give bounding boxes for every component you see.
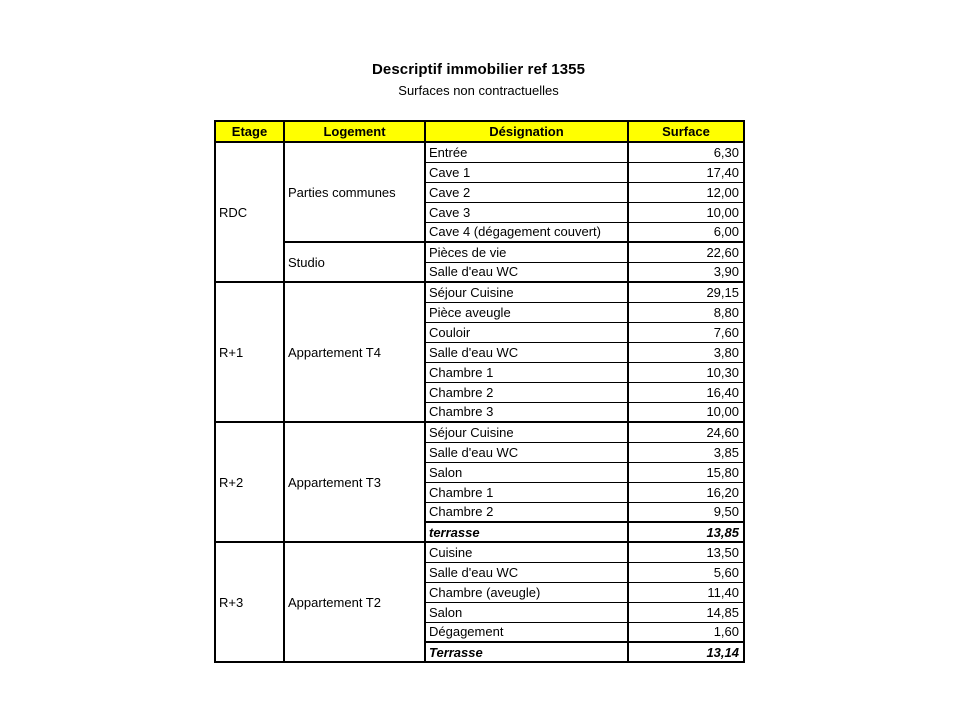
logement-cell: Appartement T3 xyxy=(284,422,425,542)
page-title: Descriptif immobilier ref 1355 xyxy=(371,61,586,78)
designation-cell: Chambre 2 xyxy=(425,382,628,402)
surface-cell: 17,40 xyxy=(628,162,744,182)
designation-cell: Séjour Cuisine xyxy=(425,282,628,302)
designation-cell: Salle d'eau WC xyxy=(425,442,628,462)
designation-cell: Pièce aveugle xyxy=(425,302,628,322)
document-header xyxy=(214,61,743,98)
designation-cell: Cave 3 xyxy=(425,202,628,222)
table-row xyxy=(215,142,744,162)
surface-cell: 29,15 xyxy=(628,282,744,302)
table-header-row xyxy=(215,121,744,142)
surface-cell: 5,60 xyxy=(628,562,744,582)
surface-cell: 14,85 xyxy=(628,602,744,622)
logement-cell: Studio xyxy=(284,242,425,282)
etage-cell: R+2 xyxy=(215,422,284,542)
header-cell-designation: Désignation xyxy=(425,121,628,142)
surface-cell: 9,50 xyxy=(628,502,744,522)
surface-cell: 3,80 xyxy=(628,342,744,362)
designation-cell: Chambre (aveugle) xyxy=(425,582,628,602)
surface-cell: 11,40 xyxy=(628,582,744,602)
designation-cell: Cave 2 xyxy=(425,182,628,202)
surface-cell: 6,00 xyxy=(628,222,744,242)
designation-cell: Salle d'eau WC xyxy=(425,262,628,282)
surface-cell: 16,20 xyxy=(628,482,744,502)
designation-cell: Cuisine xyxy=(425,542,628,562)
designation-cell: terrasse xyxy=(425,522,628,542)
table-row xyxy=(215,542,744,562)
designation-cell: Salon xyxy=(425,462,628,482)
table-row xyxy=(215,242,744,262)
designation-cell: Dégagement xyxy=(425,622,628,642)
surfaces-table xyxy=(214,120,745,663)
header-cell-etage: Etage xyxy=(215,121,284,142)
designation-cell: Salle d'eau WC xyxy=(425,562,628,582)
designation-cell: Pièces de vie xyxy=(425,242,628,262)
surface-cell: 1,60 xyxy=(628,622,744,642)
designation-cell: Cave 4 (dégagement couvert) xyxy=(425,222,628,242)
surface-cell: 8,80 xyxy=(628,302,744,322)
designation-cell: Terrasse xyxy=(425,642,628,662)
logement-cell: Parties communes xyxy=(284,142,425,242)
etage-cell: R+3 xyxy=(215,542,284,662)
logement-cell: Appartement T4 xyxy=(284,282,425,422)
surface-cell: 12,00 xyxy=(628,182,744,202)
surface-cell: 13,85 xyxy=(628,522,744,542)
designation-cell: Salon xyxy=(425,602,628,622)
header-cell-logement: Logement xyxy=(284,121,425,142)
surface-cell: 13,50 xyxy=(628,542,744,562)
etage-cell: RDC xyxy=(215,142,284,282)
designation-cell: Chambre 3 xyxy=(425,402,628,422)
designation-cell: Séjour Cuisine xyxy=(425,422,628,442)
surface-cell: 15,80 xyxy=(628,462,744,482)
designation-cell: Chambre 1 xyxy=(425,362,628,382)
designation-cell: Couloir xyxy=(425,322,628,342)
designation-cell: Chambre 1 xyxy=(425,482,628,502)
surface-cell: 10,00 xyxy=(628,402,744,422)
surface-cell: 22,60 xyxy=(628,242,744,262)
header-cell-surface: Surface xyxy=(628,121,744,142)
designation-cell: Chambre 2 xyxy=(425,502,628,522)
surface-cell: 3,85 xyxy=(628,442,744,462)
table-body xyxy=(215,142,744,662)
surface-cell: 10,30 xyxy=(628,362,744,382)
designation-cell: Cave 1 xyxy=(425,162,628,182)
surface-cell: 3,90 xyxy=(628,262,744,282)
surface-cell: 16,40 xyxy=(628,382,744,402)
surface-cell: 7,60 xyxy=(628,322,744,342)
surface-cell: 10,00 xyxy=(628,202,744,222)
designation-cell: Salle d'eau WC xyxy=(425,342,628,362)
surface-cell: 6,30 xyxy=(628,142,744,162)
table-row xyxy=(215,282,744,302)
logement-cell: Appartement T2 xyxy=(284,542,425,662)
etage-cell: R+1 xyxy=(215,282,284,422)
surface-cell: 13,14 xyxy=(628,642,744,662)
table-row xyxy=(215,422,744,442)
designation-cell: Entrée xyxy=(425,142,628,162)
surface-cell: 24,60 xyxy=(628,422,744,442)
page-subtitle: Surfaces non contractuelles xyxy=(398,83,559,98)
